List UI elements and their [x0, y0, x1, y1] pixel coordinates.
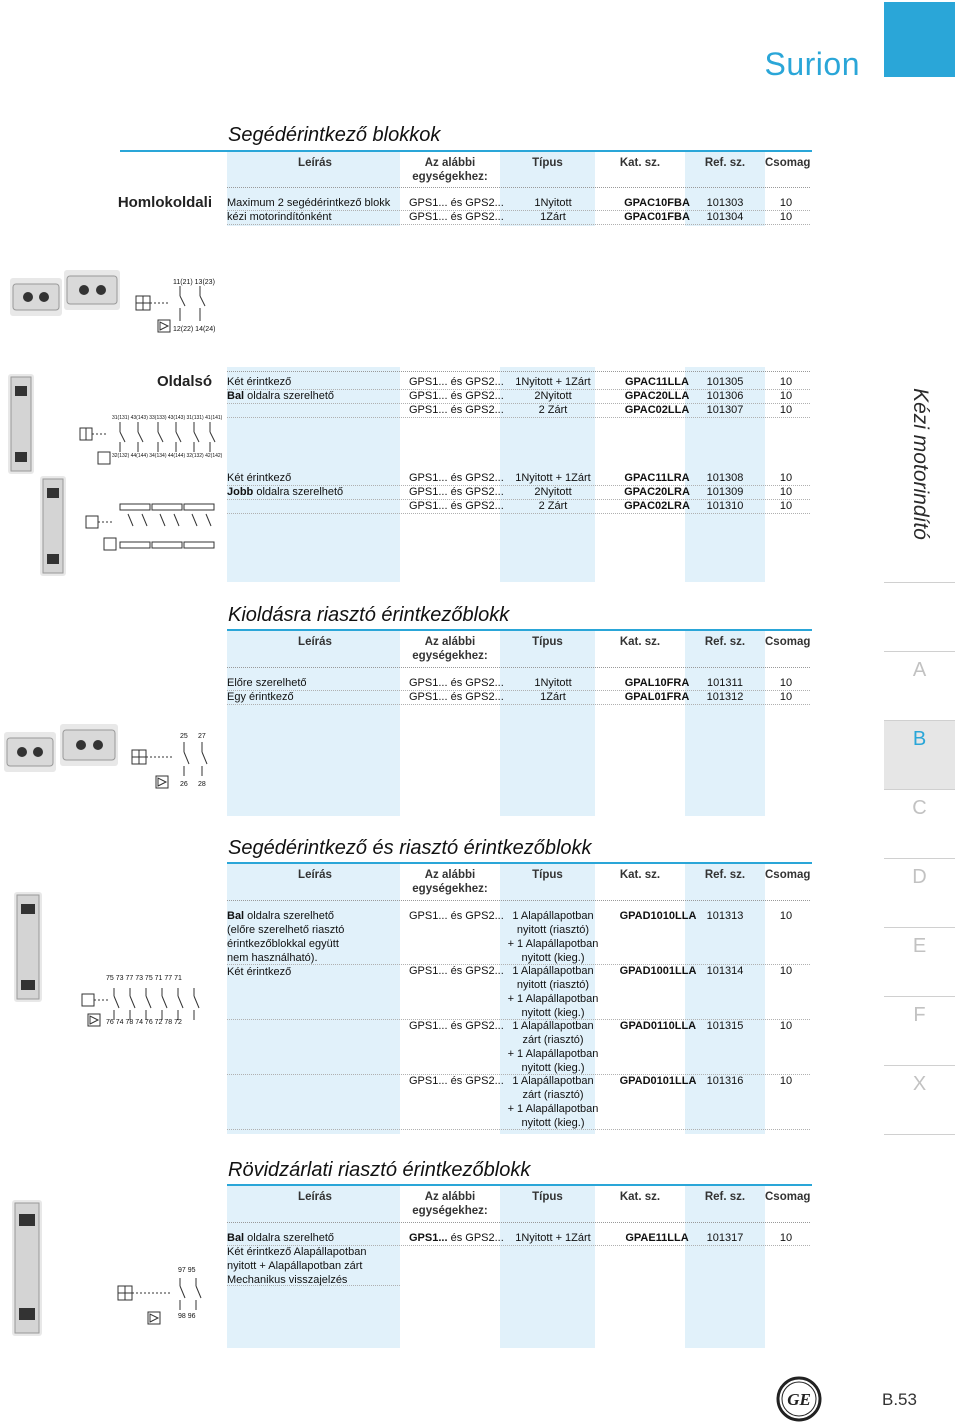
diagram-label: 76 74 78 74 76 72 78 72: [106, 1019, 182, 1026]
table-row: GPS1... és GPS2... 2 Zárt GPAC02LLA 101307 10: [227, 403, 810, 418]
table-row: GPS1... és GPS2... 1Nyitott + 1Zárt GPAC11LRA 101308 10: [227, 471, 810, 486]
section-title-kioldasra: Kioldásra riasztó érintkezőblokk: [228, 604, 510, 626]
diagram-label: 26: [180, 781, 188, 788]
section-rule: [227, 629, 812, 631]
section-title-rovidzarlati: Rövidzárlati riasztó érintkezőblokk: [228, 1159, 531, 1181]
diagram-label: 25: [180, 733, 188, 740]
table-row: GPS1... és GPS2... 2 Zárt GPAC02LRA 101310 10: [227, 499, 810, 514]
sidebar-letter: B: [912, 728, 927, 750]
brand-title: Surion: [764, 46, 860, 82]
product-photo: [8, 374, 34, 474]
diagram-label: 31(131) 43(143) 33(133) 43(143) 31(131) 41(141): [112, 415, 223, 421]
section-rule: [227, 862, 812, 864]
product-photo: [4, 732, 56, 772]
diagram-label: 12(22) 14(24): [173, 326, 216, 333]
product-photo: [10, 278, 62, 316]
product-photo: [12, 1200, 42, 1336]
wiring-diagram: [80, 980, 212, 1040]
table-row: GPS1... és GPS2... 1 Alapállapotban zárt (riasztó) + 1 Alapállapotban nyitott (kieg.) GPAD0101LLA 101316 10: [227, 1074, 810, 1130]
product-photo: [40, 476, 66, 576]
wiring-diagram: [128, 736, 224, 802]
sidebar-tab-blank: [884, 583, 955, 652]
table-row: kézi motorindítónként GPS1... és GPS2... 1Zárt GPAC01FBA 101304 10: [227, 210, 810, 225]
section-title-segedErintkezo: Segédérintkező blokkok: [228, 124, 441, 146]
section-title-segedriaszto: Segédérintkező és riasztó érintkezőblokk: [228, 837, 592, 859]
section-rule: [227, 1184, 812, 1186]
sidebar-letter: C: [912, 797, 927, 819]
desc-mount: Jobb oldalra szerelhető: [227, 486, 344, 498]
product-photo: [60, 724, 118, 766]
desc-title: Két érintkező: [227, 376, 292, 388]
diagram-label: 27: [198, 733, 206, 740]
sidebar-letter: X: [912, 1073, 927, 1095]
section4-description: Bal oldalra szerelhető (előre szerelhető riasztó érintkezőblokkal együtt nem használható). Két érintkező: [227, 910, 345, 978]
diagram-label: 75 73 77 73 75 71 77 71: [106, 975, 182, 982]
diagram-label: 97 95: [178, 1267, 196, 1274]
product-photo: [64, 270, 120, 310]
diagram-label: 28: [198, 781, 206, 788]
table-row: Maximum 2 segédérintkező blokk GPS1... és GPS2... 1Nyitott GPAC10FBA 101303 10: [227, 196, 810, 211]
table-row: GPS1... és GPS2... 2Nyitott GPAC20LRA 101309 10: [227, 485, 810, 500]
diagram-label: 11(21) 13(23): [173, 279, 215, 286]
table-row: GPS1... és GPS2... 1 Alapállapotban nyitott (riasztó) + 1 Alapállapotban nyitott (kieg.) GPAD1010LLA 101313 10: [227, 909, 810, 965]
sidebar-letter: F: [913, 1004, 926, 1026]
sidebar-vertical-title: Kézi motorindító: [908, 388, 932, 540]
diagram-label: 32(132) 44(144) 34(134) 44(144) 32(132) 42(142): [112, 453, 223, 459]
table-row: GPS1... és GPS2... 2Nyitott GPAC20LLA 101306 10: [227, 389, 810, 404]
sidebar-letter: D: [912, 866, 927, 888]
sidebar-letter: A: [912, 659, 927, 681]
desc-title: Két érintkező: [227, 472, 292, 484]
desc-mount: Bal oldalra szerelhető: [227, 390, 335, 402]
wiring-diagram: [84, 502, 216, 558]
table-row: Előre szerelhető GPS1... és GPS2... 1Nyitott GPAL10FRA 101311 10: [227, 676, 810, 691]
wiring-diagram: [114, 1272, 214, 1332]
group-label-homlokoldali: Homlokoldali: [117, 194, 212, 211]
section-rule: [120, 150, 812, 152]
product-photo: [14, 892, 42, 1002]
table-row: GPS1... és GPS2... 1 Alapállapotban nyitott (riasztó) + 1 Alapállapotban nyitott (kieg.) GPAD1001LLA 101314 10: [227, 964, 810, 1020]
table-row: GPS1... és GPS2... 1 Alapállapotban zárt (riasztó) + 1 Alapállapotban nyitott (kieg.) GPAD0110LLA 101315 10: [227, 1019, 810, 1075]
diagram-label: 98 96: [178, 1313, 196, 1320]
group-label-oldalso: Oldalsó: [156, 373, 212, 390]
sidebar-letter: E: [912, 935, 927, 957]
table-row: GPS1... és GPS2... 1Nyitott + 1Zárt GPAE11LLA 101317 10: [227, 1231, 810, 1246]
svg-text:GE: GE: [787, 1390, 811, 1409]
brand-square: [884, 2, 955, 77]
page-number: B.53: [882, 1390, 917, 1409]
section5-description: Bal oldalra szerelhető Két érintkező Alapállapotban nyitott + Alapállapotban zárt Mechanikus visszajelzés: [227, 1232, 367, 1286]
table-row: GPS1... és GPS2... 1Nyitott + 1Zárt GPAC11LLA 101305 10: [227, 375, 810, 390]
table-row: Egy érintkező GPS1... és GPS2... 1Zárt GPAL01FRA 101312 10: [227, 690, 810, 705]
ge-logo-icon: [776, 1376, 822, 1422]
